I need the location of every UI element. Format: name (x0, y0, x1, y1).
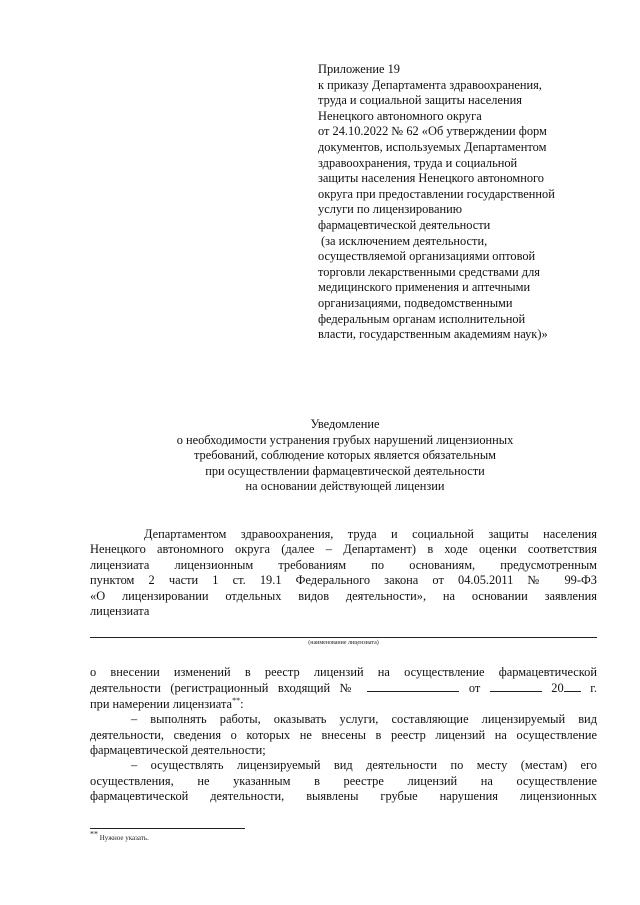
appendix-line: власти, государственным академиям наук)» (318, 327, 548, 342)
licensee-name-caption: (наименование лицензиата) (308, 640, 379, 646)
notice-title-line: о необходимости устранения грубых нарушений лицензионных (176, 432, 514, 447)
notice-title-line: требований, соблюдение которых является обязательным (193, 448, 497, 463)
bullet-line: фармацевтической деятельности, выявлены грубые нарушения лицензионных (90, 789, 597, 804)
registration-number-field[interactable] (367, 680, 459, 692)
paragraph-application (90, 665, 597, 805)
registration-label: деятельности (регистрационный входящий № (90, 681, 358, 696)
appendix-line: Ненецкого автономного округа (318, 108, 482, 123)
appendix-line: федеральным органам исполнительной (318, 311, 526, 326)
paragraph-line: Департаментом здравоохранения, труда и социальной защиты населения (144, 527, 597, 541)
bullet-line: – выполнять работы, оказывать услуги, составляющие лицензируемый вид (131, 712, 597, 727)
bullet-line: осуществления, не указанным в реестре лицензий на осуществление (90, 773, 597, 788)
appendix-line: (за исключением деятельности, (321, 233, 488, 248)
paragraph-line (90, 697, 597, 712)
bullet-line: деятельности, сведения о которых не внесены в реестр лицензий на осуществление (90, 727, 597, 742)
paragraph-line: о внесении изменений в реестр лицензий на осуществление фармацевтической (90, 665, 597, 679)
paragraph-line: «О лицензировании отдельных видов деятельности», на основании заявления (90, 588, 597, 603)
licensee-name-field[interactable] (90, 637, 597, 638)
intent-label: при намерении лицензиата (90, 696, 233, 711)
footnote-text: Нужное указать. (99, 834, 149, 842)
appendix-line: осуществляемой организациями оптовой (318, 249, 536, 264)
notice-title-line: Уведомление (310, 417, 380, 431)
appendix-line: Приложение 19 (318, 62, 400, 76)
paragraph-line-registration (90, 680, 597, 696)
date-field[interactable] (490, 680, 542, 692)
paragraph-line: лицензиата (90, 604, 150, 619)
appendix-line: торговли лекарственными средствами для (318, 264, 540, 279)
appendix-line: от 24.10.2022 № 62 «Об утверждении форм (318, 124, 547, 139)
paragraph-intro (90, 527, 597, 619)
intent-colon: : (240, 696, 244, 711)
bullet-line: фармацевтической деятельности; (90, 743, 266, 758)
appendix-line: здравоохранения, труда и социальной (318, 155, 518, 170)
year-field[interactable] (564, 680, 581, 692)
notice-title-line: при осуществлении фармацевтической деятельности (205, 463, 485, 478)
bullet-line: – осуществлять лицензируемый вид деятельности по месту (местам) его (131, 758, 597, 773)
footnote (90, 829, 149, 843)
paragraph-line: Ненецкого автономного округа (далее – Департамент) в ходе оценки соответствия (90, 542, 597, 557)
appendix-line: защиты населения Ненецкого автономного (318, 171, 545, 186)
footnote-divider (90, 828, 245, 829)
appendix-line: округа при предоставлении государственной (318, 186, 555, 201)
year-suffix: г. (590, 681, 597, 696)
paragraph-line: лицензиата лицензионным требованиям по основаниям, предусмотренным (90, 557, 597, 572)
appendix-line: услуги по лицензированию (318, 202, 463, 217)
paragraph-line: пунктом 2 части 1 ст. 19.1 Федерального закона от 04.05.2011 № 99-ФЗ (90, 573, 597, 588)
appendix-line: документов, используемых Департаментом (318, 139, 547, 154)
appendix-line: фармацевтической деятельности (318, 217, 491, 232)
appendix-header (318, 62, 603, 343)
appendix-line: к приказу Департамента здравоохранения, (318, 77, 542, 92)
notice-title-line: на основании действующей лицензии (245, 479, 445, 494)
appendix-line: труда и социальной защиты населения (318, 93, 522, 108)
appendix-line: организациями, подведомственными (318, 295, 513, 310)
date-from-label: от (468, 681, 481, 696)
appendix-line: медицинского применения и аптечными (318, 280, 531, 295)
year-prefix: 20 (551, 681, 564, 696)
footnote-mark: ** (90, 829, 98, 839)
footnote-reference: ** (232, 696, 241, 705)
notice-title (80, 417, 610, 495)
